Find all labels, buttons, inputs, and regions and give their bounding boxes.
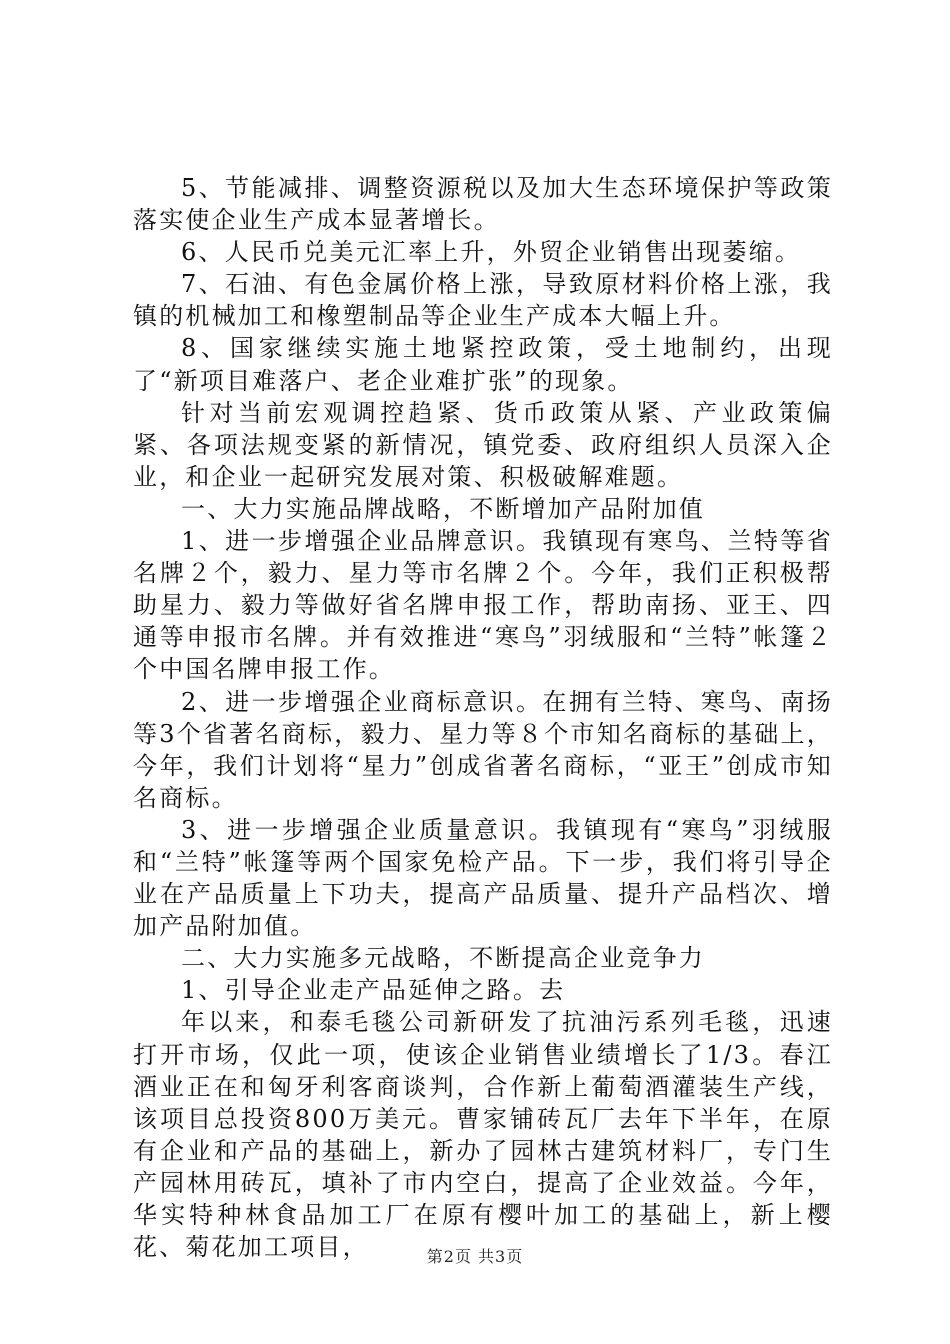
section-heading: 二、大力实施多元战略，不断提高企业竞争力 [181,944,705,973]
paragraph: 针对当前宏观调控趋紧、货币政策从紧、产业政策偏紧、各项法规变紧的新情况，镇党委、政府组织人员深入企业，和企业一起研究发展对策、积极破解难题。 [133,398,833,491]
paragraph: 3、进一步增强企业质量意识。我镇现有“寒鸟”羽绒服和“兰特”帐篷等两个国家免检产品。下一步，我们将引导企业在产品质量上下功夫，提高产品质量、提升产品档次、增加产品附加值。 [133,815,833,941]
paragraph: 5、节能减排、调整资源税以及加大生态环境保护等政策落实使企业生产成本显著增长。 [133,174,833,235]
section-heading: 一、大力实施品牌战略，不断增加产品附加值 [181,494,705,523]
paragraph: 7、石油、有色金属价格上涨，导致原材料价格上涨，我镇的机械加工和橡塑制品等企业生产成本大幅上升。 [133,270,833,331]
paragraph: 6、人民币兑美元汇率上升，外贸企业销售出现萎缩。 [181,238,802,267]
paragraph: 1、引导企业走产品延伸之路。去 [181,976,566,1005]
document-body [133,172,833,1263]
paragraph: 2、进一步增强企业商标意识。在拥有兰特、寒鸟、南扬等3个省著名商标，毅力、星力等８个市知名商标的基础上，今年，我们计划将“星力”创成省著名商标，“亚王”创成市知名商标。 [133,687,833,812]
paragraph: 年以来，和泰毛毯公司新研发了抗油污系列毛毯，迅速打开市场，仅此一项，使该企业销售业绩增长了1/3。春江酒业正在和匈牙利客商谈判，合作新上葡萄酒灌装生产线，该项目总投资800万美元。曹家铺砖瓦厂去年下半年，在原有企业和产品的基础上，新办了园林古建筑材料厂，专门生产园林用砖瓦，填补了市内空白，提高了企业效益。今年，华实特种林食品加工厂在原有樱叶加工的基础上，新上樱花、菊花加工项目， [133,1008,833,1262]
paragraph: 1、进一步增强企业品牌意识。我镇现有寒鸟、兰特等省名牌２个，毅力、星力等市名牌２个。今年，我们正积极帮助星力、毅力等做好省名牌申报工作，帮助南扬、亚王、四通等申报市名牌。并有效推进“寒鸟”羽绒服和“兰特”帐篷２个中国名牌申报工作。 [133,527,833,684]
page-number-footer: 第2页 共3页 [426,1247,524,1266]
paragraph: 8、国家继续实施土地紧控政策，受土地制约，出现了“新项目难落户、老企业难扩张”的现象。 [133,334,833,395]
